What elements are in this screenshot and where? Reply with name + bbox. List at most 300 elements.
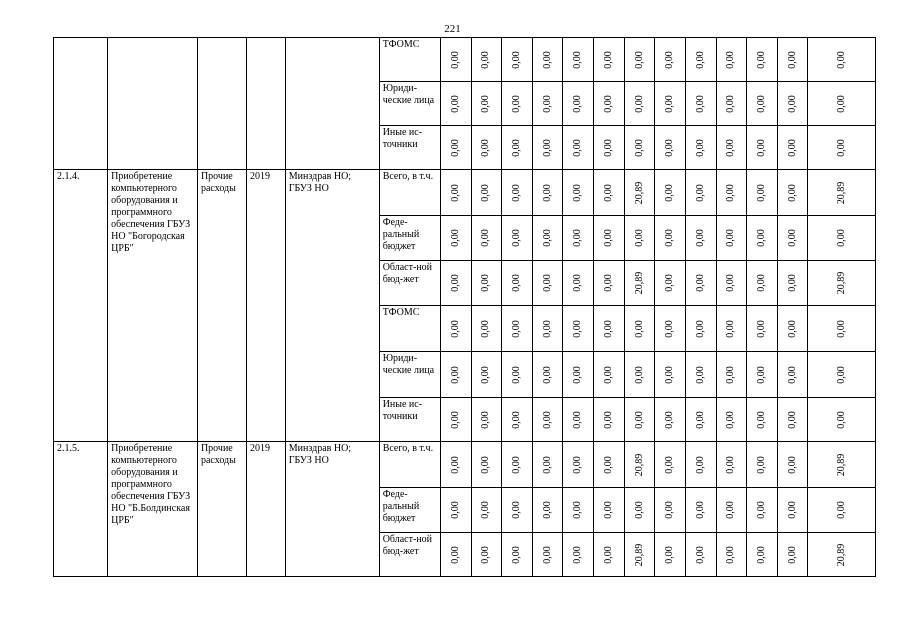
value-text: 0,00 bbox=[511, 274, 523, 292]
value-cell bbox=[563, 533, 594, 577]
value-text: 0,00 bbox=[756, 50, 768, 69]
value-cell bbox=[777, 398, 808, 442]
value-cell bbox=[655, 488, 686, 533]
value-text: 0,00 bbox=[511, 183, 523, 202]
value-text: 20,89 bbox=[835, 543, 847, 566]
value-text: 0,00 bbox=[572, 50, 584, 69]
value-text: 0,00 bbox=[664, 545, 676, 564]
value-text: 0,00 bbox=[835, 365, 847, 384]
value-cell bbox=[532, 488, 563, 533]
value-cell bbox=[808, 261, 876, 306]
value-cell bbox=[655, 170, 686, 216]
value-text: 0,00 bbox=[786, 455, 798, 474]
value-text: 0,00 bbox=[664, 455, 676, 474]
value-cell bbox=[563, 261, 594, 306]
value-text: 0,00 bbox=[633, 138, 645, 157]
value-cell bbox=[532, 216, 563, 261]
value-text: 0,00 bbox=[572, 501, 584, 519]
value-text: 0,00 bbox=[786, 94, 798, 113]
value-text: 0,00 bbox=[786, 365, 798, 384]
value-text: 0,00 bbox=[602, 50, 614, 69]
value-cell bbox=[532, 398, 563, 442]
value-cell bbox=[624, 170, 655, 216]
value-cell bbox=[440, 306, 471, 352]
value-text: 20,89 bbox=[835, 271, 847, 295]
value-cell bbox=[624, 488, 655, 533]
value-cell bbox=[471, 533, 502, 577]
value-cell bbox=[532, 352, 563, 398]
value-cell bbox=[440, 126, 471, 170]
value-text: 0,00 bbox=[786, 50, 798, 69]
value-cell bbox=[716, 38, 747, 82]
value-text: 0,00 bbox=[449, 319, 461, 338]
value-cell bbox=[471, 38, 502, 82]
value-text: 0,00 bbox=[633, 94, 645, 113]
value-text: 0,00 bbox=[786, 229, 798, 247]
value-cell bbox=[685, 38, 716, 82]
value-text: 0,00 bbox=[511, 365, 523, 384]
value-cell bbox=[747, 488, 778, 533]
value-cell bbox=[563, 216, 594, 261]
value-cell bbox=[563, 398, 594, 442]
value-text: 0,00 bbox=[664, 94, 676, 113]
value-cell bbox=[747, 352, 778, 398]
value-text: 0,00 bbox=[664, 229, 676, 247]
value-cell bbox=[808, 533, 876, 577]
value-cell bbox=[624, 306, 655, 352]
value-text: 0,00 bbox=[541, 274, 553, 292]
value-cell bbox=[594, 126, 625, 170]
value-cell bbox=[685, 170, 716, 216]
value-cell bbox=[777, 82, 808, 126]
value-text: 0,00 bbox=[664, 138, 676, 157]
value-text: 0,00 bbox=[835, 410, 847, 429]
value-cell bbox=[502, 170, 533, 216]
executor-cell bbox=[285, 38, 379, 170]
value-cell bbox=[471, 352, 502, 398]
value-cell bbox=[716, 261, 747, 306]
value-text: 0,00 bbox=[572, 274, 584, 292]
value-text: 0,00 bbox=[694, 545, 706, 564]
value-cell bbox=[624, 398, 655, 442]
value-cell bbox=[594, 352, 625, 398]
value-cell bbox=[777, 306, 808, 352]
value-cell bbox=[471, 306, 502, 352]
value-text: 0,00 bbox=[572, 545, 584, 564]
value-cell bbox=[502, 82, 533, 126]
value-text: 0,00 bbox=[694, 183, 706, 202]
value-cell bbox=[747, 170, 778, 216]
value-cell bbox=[808, 170, 876, 216]
value-text: 0,00 bbox=[725, 183, 737, 202]
value-cell bbox=[655, 352, 686, 398]
value-cell bbox=[777, 38, 808, 82]
value-text: 0,00 bbox=[572, 229, 584, 247]
value-text: 0,00 bbox=[572, 365, 584, 384]
value-cell bbox=[685, 126, 716, 170]
value-text: 0,00 bbox=[694, 501, 706, 519]
value-text: 0,00 bbox=[725, 229, 737, 247]
value-text: 0,00 bbox=[449, 183, 461, 202]
value-cell bbox=[808, 126, 876, 170]
value-text: 0,00 bbox=[602, 183, 614, 202]
value-cell bbox=[502, 398, 533, 442]
value-cell bbox=[685, 352, 716, 398]
funding-source: ТФОМС bbox=[379, 38, 440, 82]
value-text: 0,00 bbox=[835, 138, 847, 157]
page-number: 221 bbox=[444, 23, 461, 35]
value-text: 0,00 bbox=[602, 94, 614, 113]
value-cell bbox=[655, 216, 686, 261]
value-text: 0,00 bbox=[480, 410, 492, 429]
value-text: 0,00 bbox=[602, 138, 614, 157]
value-text: 0,00 bbox=[511, 545, 523, 564]
funding-source: Юриди-ческие лица bbox=[379, 82, 440, 126]
value-cell bbox=[532, 126, 563, 170]
value-text: 0,00 bbox=[694, 229, 706, 247]
value-text: 0,00 bbox=[511, 455, 523, 474]
value-text: 0,00 bbox=[694, 50, 706, 69]
value-text: 0,00 bbox=[756, 319, 768, 338]
value-text: 0,00 bbox=[511, 410, 523, 429]
value-text: 0,00 bbox=[694, 410, 706, 429]
value-text: 0,00 bbox=[480, 94, 492, 113]
value-cell bbox=[502, 261, 533, 306]
value-cell bbox=[808, 442, 876, 488]
value-cell bbox=[747, 82, 778, 126]
value-cell bbox=[624, 533, 655, 577]
value-cell bbox=[685, 488, 716, 533]
value-cell bbox=[532, 306, 563, 352]
value-cell bbox=[502, 352, 533, 398]
value-text: 0,00 bbox=[633, 229, 645, 247]
value-text: 0,00 bbox=[449, 501, 461, 519]
value-text: 0,00 bbox=[835, 50, 847, 69]
value-cell bbox=[655, 398, 686, 442]
value-cell bbox=[716, 216, 747, 261]
expense-type-cell bbox=[197, 38, 246, 170]
value-text: 0,00 bbox=[694, 365, 706, 384]
value-cell bbox=[716, 442, 747, 488]
executor: Минздрав НО; ГБУЗ НО bbox=[285, 442, 379, 577]
value-cell bbox=[777, 261, 808, 306]
value-text: 0,00 bbox=[756, 455, 768, 474]
value-text: 0,00 bbox=[572, 138, 584, 157]
table-row bbox=[54, 170, 876, 216]
value-text: 0,00 bbox=[449, 410, 461, 429]
value-cell bbox=[471, 442, 502, 488]
value-cell bbox=[563, 126, 594, 170]
value-cell bbox=[655, 306, 686, 352]
value-text: 0,00 bbox=[694, 138, 706, 157]
table-row bbox=[54, 442, 876, 488]
value-cell bbox=[747, 442, 778, 488]
value-cell bbox=[808, 488, 876, 533]
value-text: 0,00 bbox=[602, 545, 614, 564]
value-text: 0,00 bbox=[786, 545, 798, 564]
value-cell bbox=[532, 170, 563, 216]
value-text: 0,00 bbox=[541, 319, 553, 338]
value-text: 0,00 bbox=[725, 94, 737, 113]
value-text: 0,00 bbox=[602, 365, 614, 384]
value-cell bbox=[440, 261, 471, 306]
value-text: 0,00 bbox=[725, 455, 737, 474]
value-cell bbox=[808, 216, 876, 261]
funding-source: Иные ис-точники bbox=[379, 126, 440, 170]
value-cell bbox=[440, 488, 471, 533]
value-text: 0,00 bbox=[480, 319, 492, 338]
value-cell bbox=[471, 216, 502, 261]
item-number: 2.1.5. bbox=[54, 442, 108, 577]
value-text: 0,00 bbox=[694, 94, 706, 113]
budget-table bbox=[53, 37, 876, 577]
value-text: 0,00 bbox=[725, 501, 737, 519]
value-cell bbox=[471, 82, 502, 126]
value-cell bbox=[808, 38, 876, 82]
value-cell bbox=[594, 533, 625, 577]
value-cell bbox=[716, 352, 747, 398]
value-cell bbox=[685, 442, 716, 488]
value-text: 0,00 bbox=[541, 138, 553, 157]
value-text: 0,00 bbox=[541, 94, 553, 113]
value-cell bbox=[471, 398, 502, 442]
value-cell bbox=[594, 170, 625, 216]
value-cell bbox=[747, 398, 778, 442]
value-text: 0,00 bbox=[835, 229, 847, 247]
value-text: 0,00 bbox=[511, 319, 523, 338]
value-cell bbox=[440, 82, 471, 126]
value-cell bbox=[532, 82, 563, 126]
value-cell bbox=[594, 442, 625, 488]
value-text: 0,00 bbox=[725, 319, 737, 338]
year-cell bbox=[246, 38, 285, 170]
value-cell bbox=[594, 306, 625, 352]
value-text: 0,00 bbox=[633, 410, 645, 429]
value-text: 0,00 bbox=[449, 138, 461, 157]
funding-source: Феде-ральный бюджет bbox=[379, 216, 440, 261]
value-cell bbox=[502, 38, 533, 82]
value-text: 0,00 bbox=[786, 501, 798, 519]
item-name: Приобретение компьютерного оборудования и программного обеспечения ГБУЗ НО "Б.Болдинская ЦРБ" bbox=[108, 442, 198, 577]
value-cell bbox=[563, 306, 594, 352]
value-cell bbox=[777, 170, 808, 216]
value-text: 0,00 bbox=[633, 501, 645, 519]
value-cell bbox=[440, 442, 471, 488]
value-text: 0,00 bbox=[694, 455, 706, 474]
value-text: 0,00 bbox=[756, 183, 768, 202]
value-cell bbox=[685, 533, 716, 577]
value-cell bbox=[502, 488, 533, 533]
funding-source: Област-ной бюд-жет bbox=[379, 261, 440, 306]
value-text: 0,00 bbox=[786, 274, 798, 292]
value-text: 0,00 bbox=[572, 94, 584, 113]
value-cell bbox=[624, 38, 655, 82]
value-cell bbox=[655, 442, 686, 488]
value-text: 0,00 bbox=[572, 410, 584, 429]
value-cell bbox=[716, 533, 747, 577]
value-cell bbox=[471, 488, 502, 533]
value-cell bbox=[747, 261, 778, 306]
value-cell bbox=[563, 82, 594, 126]
value-cell bbox=[471, 261, 502, 306]
value-text: 0,00 bbox=[449, 229, 461, 247]
value-cell bbox=[716, 398, 747, 442]
value-text: 0,00 bbox=[756, 229, 768, 247]
value-cell bbox=[747, 126, 778, 170]
value-text: 0,00 bbox=[541, 183, 553, 202]
value-text: 0,00 bbox=[694, 319, 706, 338]
funding-source: Юриди-ческие лица bbox=[379, 352, 440, 398]
value-cell bbox=[747, 533, 778, 577]
value-cell bbox=[716, 306, 747, 352]
value-text: 0,00 bbox=[602, 410, 614, 429]
executor: Минздрав НО; ГБУЗ НО bbox=[285, 170, 379, 442]
value-text: 0,00 bbox=[541, 50, 553, 69]
year: 2019 bbox=[246, 442, 285, 577]
value-text: 0,00 bbox=[756, 410, 768, 429]
funding-source: Област-ной бюд-жет bbox=[379, 533, 440, 577]
value-text: 0,00 bbox=[511, 138, 523, 157]
value-cell bbox=[563, 352, 594, 398]
value-text: 0,00 bbox=[511, 50, 523, 69]
value-cell bbox=[471, 170, 502, 216]
funding-source: Всего, в т.ч. bbox=[379, 170, 440, 216]
value-text: 0,00 bbox=[602, 274, 614, 292]
value-text: 0,00 bbox=[602, 455, 614, 474]
value-cell bbox=[594, 216, 625, 261]
item-number: 2.1.4. bbox=[54, 170, 108, 442]
value-cell bbox=[777, 442, 808, 488]
value-cell bbox=[471, 126, 502, 170]
value-cell bbox=[502, 306, 533, 352]
value-cell bbox=[808, 82, 876, 126]
value-cell bbox=[594, 398, 625, 442]
value-text: 0,00 bbox=[786, 183, 798, 202]
value-text: 0,00 bbox=[511, 229, 523, 247]
value-cell bbox=[440, 38, 471, 82]
value-text: 0,00 bbox=[541, 365, 553, 384]
value-text: 0,00 bbox=[541, 229, 553, 247]
value-text: 0,00 bbox=[756, 138, 768, 157]
value-cell bbox=[747, 216, 778, 261]
value-cell bbox=[655, 126, 686, 170]
value-text: 0,00 bbox=[602, 319, 614, 338]
value-text: 20,89 bbox=[633, 453, 645, 476]
value-cell bbox=[563, 170, 594, 216]
value-text: 0,00 bbox=[664, 50, 676, 69]
value-text: 0,00 bbox=[480, 501, 492, 519]
value-text: 0,00 bbox=[725, 274, 737, 292]
value-text: 0,00 bbox=[602, 501, 614, 519]
value-cell bbox=[655, 82, 686, 126]
value-text: 0,00 bbox=[511, 94, 523, 113]
value-cell bbox=[624, 216, 655, 261]
value-text: 0,00 bbox=[480, 229, 492, 247]
value-cell bbox=[594, 261, 625, 306]
value-cell bbox=[440, 352, 471, 398]
value-text: 0,00 bbox=[786, 138, 798, 157]
value-cell bbox=[440, 216, 471, 261]
value-text: 0,00 bbox=[633, 365, 645, 384]
value-text: 0,00 bbox=[480, 545, 492, 564]
value-cell bbox=[532, 261, 563, 306]
value-text: 0,00 bbox=[572, 183, 584, 202]
value-text: 20,89 bbox=[633, 181, 645, 204]
value-cell bbox=[716, 488, 747, 533]
value-text: 0,00 bbox=[541, 545, 553, 564]
table-row bbox=[54, 38, 876, 82]
value-text: 0,00 bbox=[664, 183, 676, 202]
value-text: 0,00 bbox=[664, 365, 676, 384]
value-text: 0,00 bbox=[480, 365, 492, 384]
value-cell bbox=[502, 216, 533, 261]
value-cell bbox=[624, 82, 655, 126]
value-text: 0,00 bbox=[480, 50, 492, 69]
value-cell bbox=[655, 533, 686, 577]
value-cell bbox=[685, 216, 716, 261]
value-cell bbox=[685, 82, 716, 126]
value-text: 0,00 bbox=[541, 501, 553, 519]
expense-type: Прочие расходы bbox=[197, 442, 246, 577]
value-cell bbox=[808, 306, 876, 352]
value-text: 0,00 bbox=[786, 410, 798, 429]
value-text: 0,00 bbox=[511, 501, 523, 519]
value-text: 20,89 bbox=[835, 453, 847, 476]
value-cell bbox=[502, 126, 533, 170]
value-cell bbox=[685, 306, 716, 352]
funding-source: Всего, в т.ч. bbox=[379, 442, 440, 488]
value-cell bbox=[440, 533, 471, 577]
value-cell bbox=[655, 38, 686, 82]
value-text: 0,00 bbox=[541, 410, 553, 429]
value-text: 0,00 bbox=[756, 94, 768, 113]
value-cell bbox=[716, 82, 747, 126]
value-text: 0,00 bbox=[449, 545, 461, 564]
value-text: 0,00 bbox=[480, 183, 492, 202]
value-cell bbox=[808, 352, 876, 398]
value-text: 0,00 bbox=[449, 50, 461, 69]
value-cell bbox=[777, 533, 808, 577]
value-text: 0,00 bbox=[572, 455, 584, 474]
value-cell bbox=[624, 126, 655, 170]
value-text: 0,00 bbox=[725, 50, 737, 69]
value-text: 0,00 bbox=[480, 138, 492, 157]
value-text: 0,00 bbox=[449, 365, 461, 384]
value-cell bbox=[655, 261, 686, 306]
value-text: 0,00 bbox=[756, 501, 768, 519]
value-text: 0,00 bbox=[786, 319, 798, 338]
value-cell bbox=[624, 261, 655, 306]
value-cell bbox=[440, 398, 471, 442]
value-cell bbox=[777, 126, 808, 170]
value-cell bbox=[777, 352, 808, 398]
value-text: 0,00 bbox=[835, 94, 847, 113]
value-cell bbox=[532, 533, 563, 577]
value-text: 0,00 bbox=[756, 545, 768, 564]
value-text: 0,00 bbox=[480, 455, 492, 474]
value-text: 0,00 bbox=[664, 501, 676, 519]
value-cell bbox=[777, 216, 808, 261]
value-text: 0,00 bbox=[602, 229, 614, 247]
year: 2019 bbox=[246, 170, 285, 442]
value-text: 0,00 bbox=[725, 138, 737, 157]
value-text: 0,00 bbox=[449, 94, 461, 113]
value-text: 0,00 bbox=[664, 319, 676, 338]
item-name: Приобретение компьютерного оборудования и программного обеспечения ГБУЗ НО "Богородская ЦРБ" bbox=[108, 170, 198, 442]
value-cell bbox=[532, 38, 563, 82]
value-text: 0,00 bbox=[480, 274, 492, 292]
value-cell bbox=[747, 38, 778, 82]
